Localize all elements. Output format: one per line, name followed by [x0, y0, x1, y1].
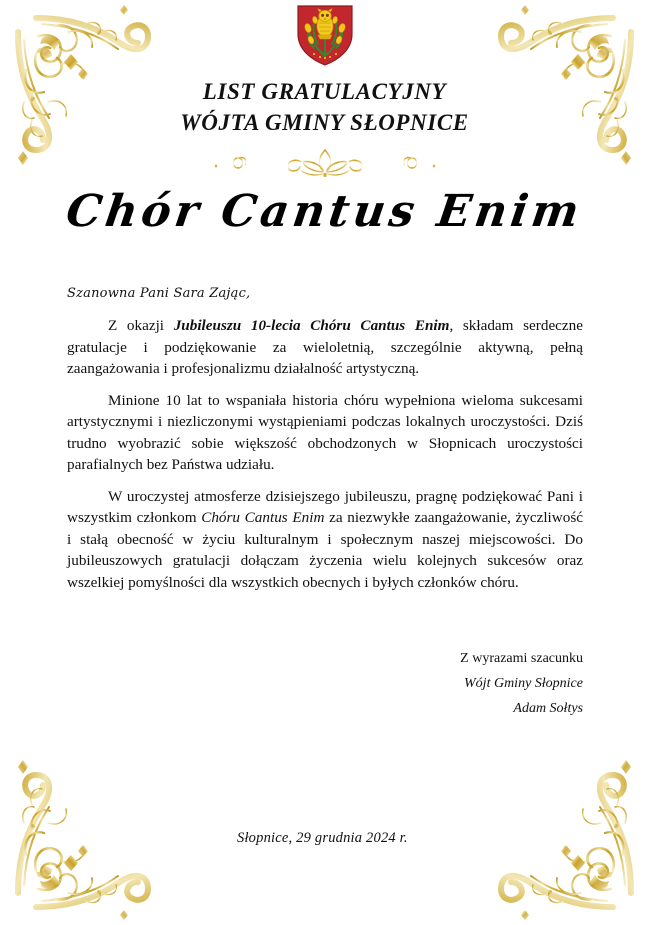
signature-name: Adam Sołtys [513, 701, 583, 716]
salutation: Szanowna Pani Sara Zając, [67, 286, 251, 301]
letter-body [67, 286, 583, 603]
slopnice-coat-of-arms-icon [294, 4, 356, 66]
page-title [0, 76, 649, 138]
paragraph-2: Minione 10 lat to wspaniała historia chóru wypełniona wieloma sukcesami artystycznymi i niezliczonymi wystąpieniami podczas lokalnych uroczystości. Dziś trudno wyobrazić sobie większość obchodzonych w Słopnicach uroczystości parafialnych bez Państwa udziału. [67, 391, 583, 473]
honoree-name: Chór Cantus Enim [63, 186, 586, 237]
corner-ornament-bottom-right [495, 753, 647, 923]
paragraph-1: Z okazji Jubileuszu 10-lecia Chóru Cantus Enim, składam serdeczne gratulacje i podziękowanie za wieloletnią, szczególnie aktywną, pełną zaangażowania i profesjonalizmu działalność artystyczną. [67, 317, 583, 377]
title-line-1: LIST GRATULACYJNY [202, 79, 447, 104]
paragraph-3: W uroczystej atmosferze dzisiejszego jubileuszu, pragnę podziękować Pani i wszystkim członkom Chóru Cantus Enim za niezwykłe zaangażowanie, życzliwość i stałą obecność w życiu kulturalnym i społecznym naszej miejscowości. Do jubileuszowych gratulacji dołączam życzenia wielu kolejnych sukcesów oraz wszelkiej pomyślności dla wszystkich obecnych i byłych członków chóru. [67, 487, 583, 591]
divider-flourish-ornament [210, 146, 440, 180]
title-line-2: WÓJTA GMINY SŁOPNICE [180, 110, 469, 135]
signature-block [460, 646, 583, 721]
signature-role: Wójt Gminy Słopnice [464, 676, 583, 691]
corner-ornament-bottom-left [2, 753, 154, 923]
place-and-date: Słopnice, 29 grudnia 2024 r. [237, 830, 408, 846]
signature-closing: Z wyrazami szacunku [460, 651, 583, 666]
